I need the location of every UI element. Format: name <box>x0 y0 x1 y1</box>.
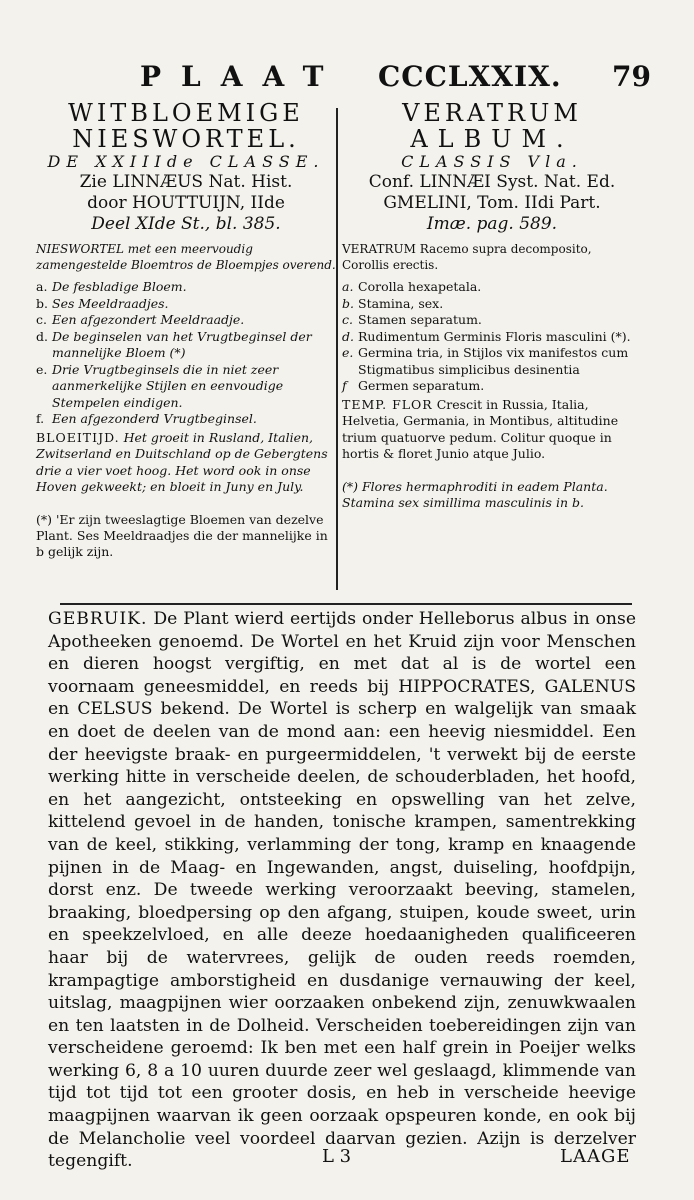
legend-key: b. <box>36 295 48 311</box>
legend-text: Een afgezondert Meeldraadje. <box>52 312 245 327</box>
latin-flowering-time <box>342 397 642 463</box>
dutch-class-line: DE XXIIIde CLASSE. <box>47 152 325 171</box>
dutch-title-line1: WITBLOEMIGE <box>68 99 304 127</box>
legend-item <box>342 312 642 329</box>
legend-item <box>36 411 336 428</box>
flowering-text: Het groeit in Rusland, Italien, Zwitserland en Duitschland op de Gebergtens drie a vier voet hoog. Het word ook in onse Hoven gekweekt; en bloeit in Juny en July. <box>36 429 328 494</box>
legend-key: c. <box>342 312 353 327</box>
usage-label: GEBRUIK. <box>48 609 148 629</box>
legend-key: e. <box>36 361 48 377</box>
legend-item <box>36 312 336 329</box>
flowering-label: BLOEITIJD. <box>36 429 120 445</box>
latin-title-line2: ALBUM. <box>410 125 574 153</box>
legend-item <box>36 296 336 313</box>
legend-key: d. <box>36 328 48 344</box>
usage-paragraph <box>48 608 636 1173</box>
dutch-reference-1: Zie LINNÆUS Nat. Hist. <box>79 172 293 192</box>
latin-footnote: (*) Flores hermaphroditi in eadem Planta. Stamina sex simillima masculinis in b. <box>342 478 608 510</box>
legend-key: e. <box>342 345 354 360</box>
legend-text: Een afgezonderd Vrugtbeginsel. <box>52 411 257 426</box>
column-divider <box>336 108 338 590</box>
legend-text: Germen separatum. <box>358 378 485 393</box>
legend-text: Ses Meeldraadjes. <box>52 295 169 311</box>
legend-text: Stamen separatum. <box>358 312 482 327</box>
latin-reference-2: GMELINI, Tom. IIdi Part. <box>383 193 601 213</box>
latin-figure-legend <box>342 279 642 395</box>
dutch-footnote: (*) 'Er zijn tweeslagtige Bloemen van dezelve Plant. Ses Meeldraadjes die der mannelijke in b gelijk zijn. <box>36 511 328 559</box>
flowering-text: Crescit in Russia, Italia, Helvetia, Germania, in Montibus, altitudine trium quatuorve pedum. Colitur quoque in hortis & floret Junio atque Julio. <box>342 396 619 461</box>
latin-reference-3: Imæ. pag. 589. <box>426 214 558 234</box>
latin-class-line: CLASSIS Vla. <box>401 152 583 171</box>
legend-text: Stamina, sex. <box>358 295 444 311</box>
plate-label: PLAAT <box>140 60 344 93</box>
legend-text: De fesbladige Bloem. <box>52 279 187 294</box>
legend-item <box>36 279 336 296</box>
dutch-figure-legend <box>36 279 336 428</box>
page-footer <box>0 1146 694 1172</box>
legend-item <box>342 345 642 378</box>
legend-item <box>36 329 336 362</box>
legend-key: f. <box>36 411 45 426</box>
dutch-description: NIESWORTEL met een meervoudig zamengestelde Bloemtros de Bloempjes overend. <box>36 242 336 272</box>
latin-description: VERATRUM Racemo supra decomposito, Corollis erectis. <box>342 242 592 272</box>
plate-number: CCCLXXIX. <box>378 60 562 93</box>
legend-item <box>342 378 642 395</box>
legend-text: Germina tria, in Stijlos vix manifestos cum Stigmatibus simplicibus desinentia <box>358 345 629 377</box>
dutch-flowering-time <box>36 430 336 496</box>
latin-reference-1: Conf. LINNÆI Syst. Nat. Ed. <box>368 172 616 192</box>
signature-mark: L 3 <box>322 1146 352 1167</box>
dutch-reference-2: door HOUTTUIJN, IIde <box>87 193 285 213</box>
usage-text: De Plant wierd eertijds onder Helleborus albus in onse Apotheeken genoemd. De Wortel en het Kruid zijn voor Menschen en dieren hoogst vergiftig, en met dat al is de wortel een voornaam geneesmiddel, en reeds bij HIPPOCRATES, GALENUS en CELSUS bekend. De Wortel is scherp en walgelijk van smaak en doet de deelen van de mond aan: een heevig niesmiddel. Een der heevigste braak- en purgeermiddelen, 't verwekt bij de eerste werking hitte in verscheide deelen, de schouderbladen, het hoofd, en het aangezicht, ontsteeking en opswelling van het zelve, kittelend gevoel in de handen, tonische krampen, samentrekking van de keel, stikking, verlamming der tong, kramp en knaagende pijnen in de Maag- en Ingewanden, angst, duiseling, hoofdpijn, dorst enz. De tweede werking veroorzaakt beeving, stamelen, braaking, bloedpersing op den afgang, stuipen, koude sweet, urin en speekzelvloed, en alle deeze hoedaanigheden qualificeeren haar bij de watervrees, gelijk de ouden reeds roemden, krampagtige amborstigheid en dusdanige vernauwing der keel, uitslag, maagpijnen wier oorzaaken onbekend zijn, zenuwkwaalen en ten laatsten in de Dolheid. Verscheiden toebereidingen zijn van verscheidene geroemd: Ik ben met een half grein in Poeijer welks werking 6, 8 a 10 uuren duurde zeer wel geslaagd, klimmende van tijd tot tijd tot een grooter dosis, en heb in verscheide heevige maagpijnen waarvan ik geen oorzaak opspeuren konde, en ook bij de Melancholie veel voordeel daarvan gezien. Azijn is derzelver tegengift. <box>48 609 636 1172</box>
legend-text: Rudimentum Germinis Floris masculini (*). <box>358 328 631 344</box>
legend-key: c. <box>36 312 47 327</box>
legend-text: De beginselen van het Vrugtbeginsel der mannelijke Bloem (*) <box>52 328 312 360</box>
catchword: LAAGE <box>560 1146 631 1167</box>
legend-item <box>342 329 642 346</box>
page-header <box>0 60 694 96</box>
section-rule <box>60 603 632 605</box>
legend-text: Drie Vrugtbeginsels die in niet zeer aanmerkelijke Stijlen en eenvoudige Stempelen eindigen. <box>52 361 284 410</box>
dutch-title-line2: NIESWORTEL. <box>72 125 300 153</box>
legend-item <box>36 362 336 412</box>
usage-section <box>48 608 636 1173</box>
latin-title-line1: VERATRUM <box>402 99 582 127</box>
legend-text: Corolla hexapetala. <box>358 279 482 294</box>
latin-column <box>342 100 642 511</box>
legend-key: a. <box>36 279 48 294</box>
page-number: 79 <box>612 60 651 93</box>
legend-key: b. <box>342 295 354 311</box>
legend-key: f <box>342 378 347 393</box>
legend-item <box>342 279 642 296</box>
dutch-column <box>36 100 336 560</box>
legend-key: d. <box>342 328 354 344</box>
flowering-label: TEMP. FLOR <box>342 396 433 412</box>
legend-item <box>342 296 642 313</box>
legend-key: a. <box>342 279 354 294</box>
dutch-reference-3: Deel XIde St., bl. 385. <box>91 214 281 234</box>
